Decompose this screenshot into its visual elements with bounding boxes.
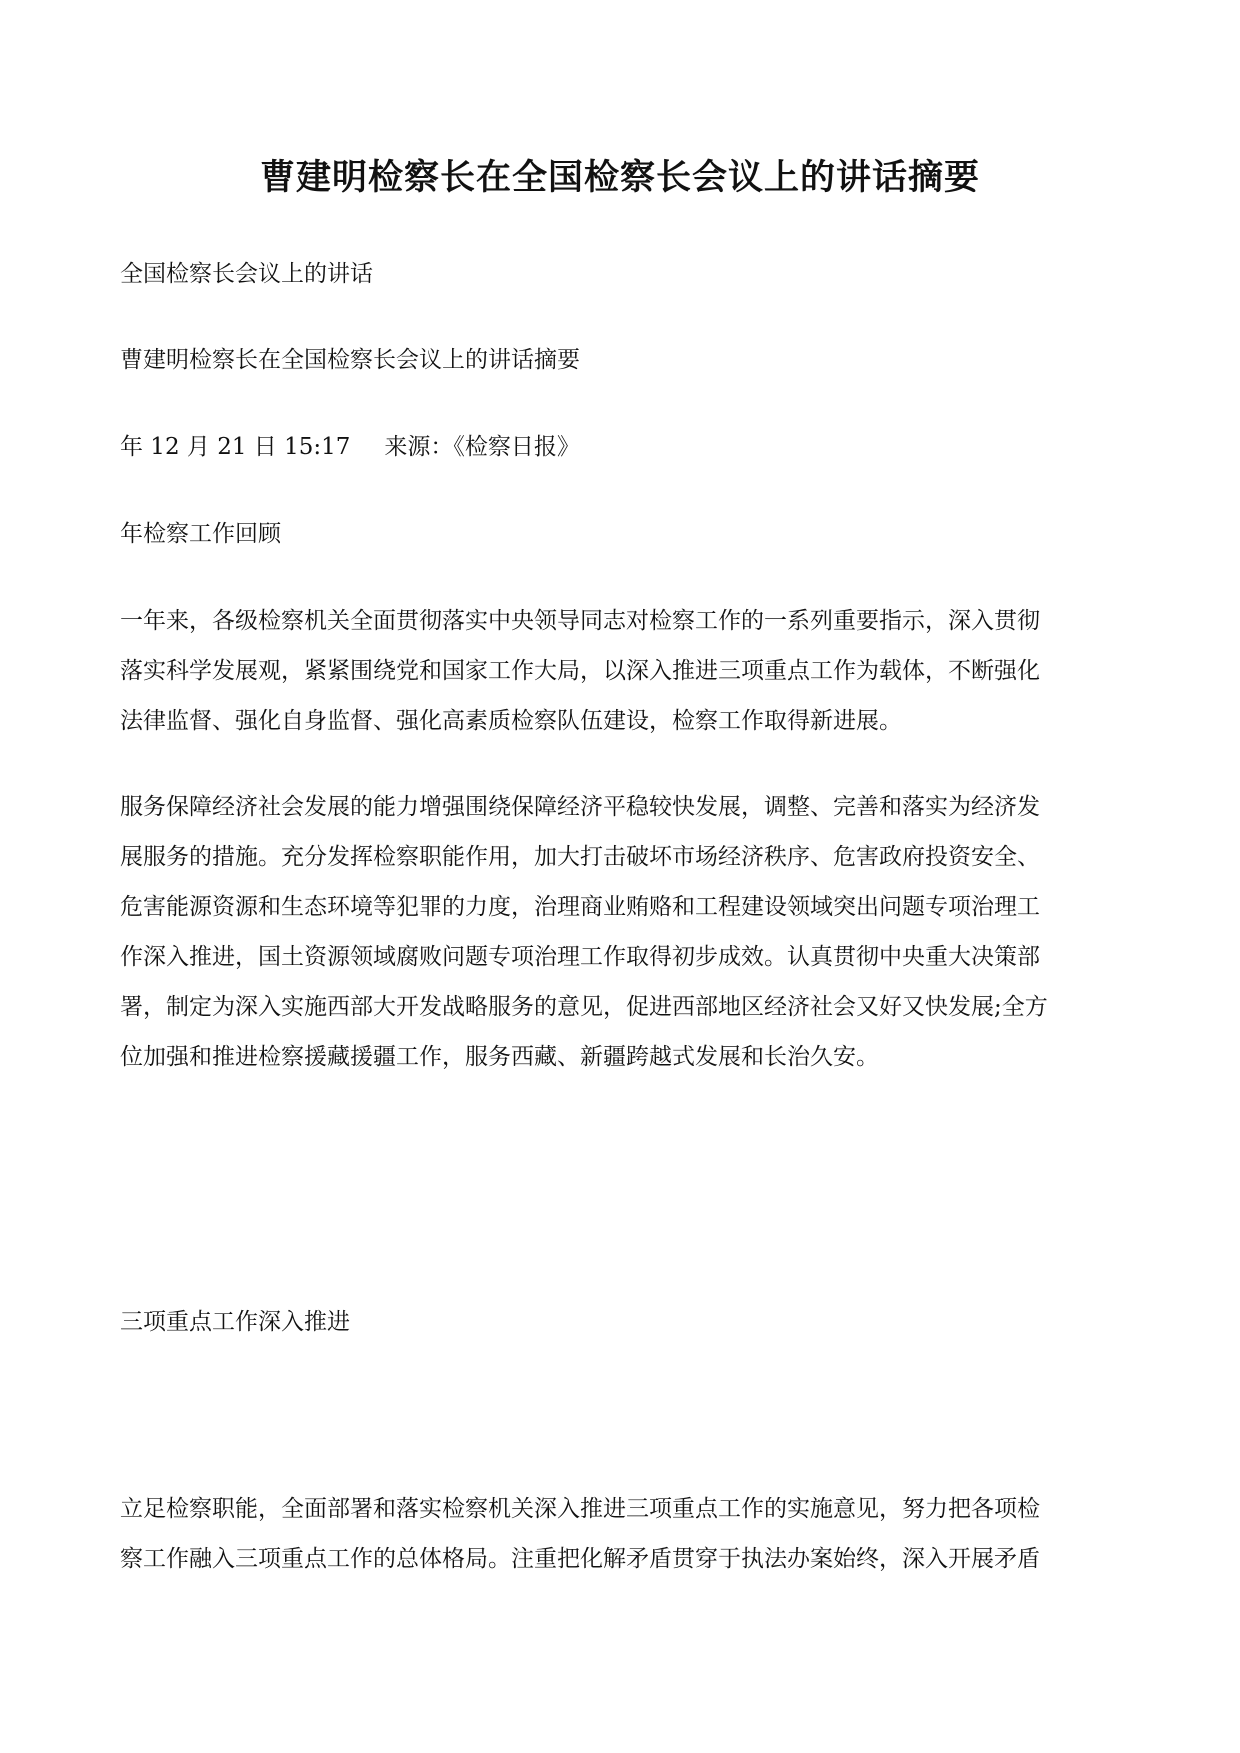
dateline-date: 年 12 月 21 日 15:17 <box>120 434 351 460</box>
paragraph-line: 法律监督、强化自身监督、强化高素质检察队伍建设，检察工作取得新进展。 <box>120 708 902 734</box>
subtitle-repeat: 曹建明检察长在全国检察长会议上的讲话摘要 <box>120 347 580 373</box>
paragraph-line: 署，制定为深入实施西部大开发战略服务的意见，促进西部地区经济社会又好又快发展;全方 <box>120 994 1048 1020</box>
paragraph-line: 作深入推进，国土资源领域腐败问题专项治理工作取得初步成效。认真贯彻中央重大决策部 <box>120 944 1040 970</box>
paragraph-line: 一年来，各级检察机关全面贯彻落实中央领导同志对检察工作的一系列重要指示，深入贯彻 <box>120 608 1040 634</box>
document-title: 曹建明检察长在全国检察长会议上的讲话摘要 <box>259 157 980 198</box>
paragraph-line: 展服务的措施。充分发挥检察职能作用，加大打击破坏市场经济秩序、危害政府投资安全、 <box>120 844 1040 870</box>
subtitle: 全国检察长会议上的讲话 <box>120 261 373 287</box>
paragraph-line: 位加强和推进检察援藏援疆工作，服务西藏、新疆跨越式发展和长治久安。 <box>120 1044 879 1070</box>
paragraph-line: 立足检察职能，全面部署和落实检察机关深入推进三项重点工作的实施意见，努力把各项检 <box>120 1496 1040 1522</box>
dateline-source: 来源：《检察日报》 <box>384 434 580 460</box>
paragraph-2 <box>120 782 1130 1082</box>
section-heading-key-work: 三项重点工作深入推进 <box>120 1309 350 1335</box>
section-heading-review: 年检察工作回顾 <box>120 521 281 547</box>
paragraph-line: 落实科学发展观，紧紧围绕党和国家工作大局，以深入推进三项重点工作为载体，不断强化 <box>120 658 1040 684</box>
paragraph-line: 察工作融入三项重点工作的总体格局。注重把化解矛盾贯穿于执法办案始终，深入开展矛盾 <box>120 1546 1040 1572</box>
paragraph-1 <box>120 596 1130 746</box>
paragraph-3 <box>120 1484 1130 1584</box>
paragraph-line: 危害能源资源和生态环境等犯罪的力度，治理商业贿赂和工程建设领域突出问题专项治理工 <box>120 894 1040 920</box>
paragraph-line: 服务保障经济社会发展的能力增强围绕保障经济平稳较快发展，调整、完善和落实为经济发 <box>120 794 1040 820</box>
dateline <box>120 434 1130 461</box>
